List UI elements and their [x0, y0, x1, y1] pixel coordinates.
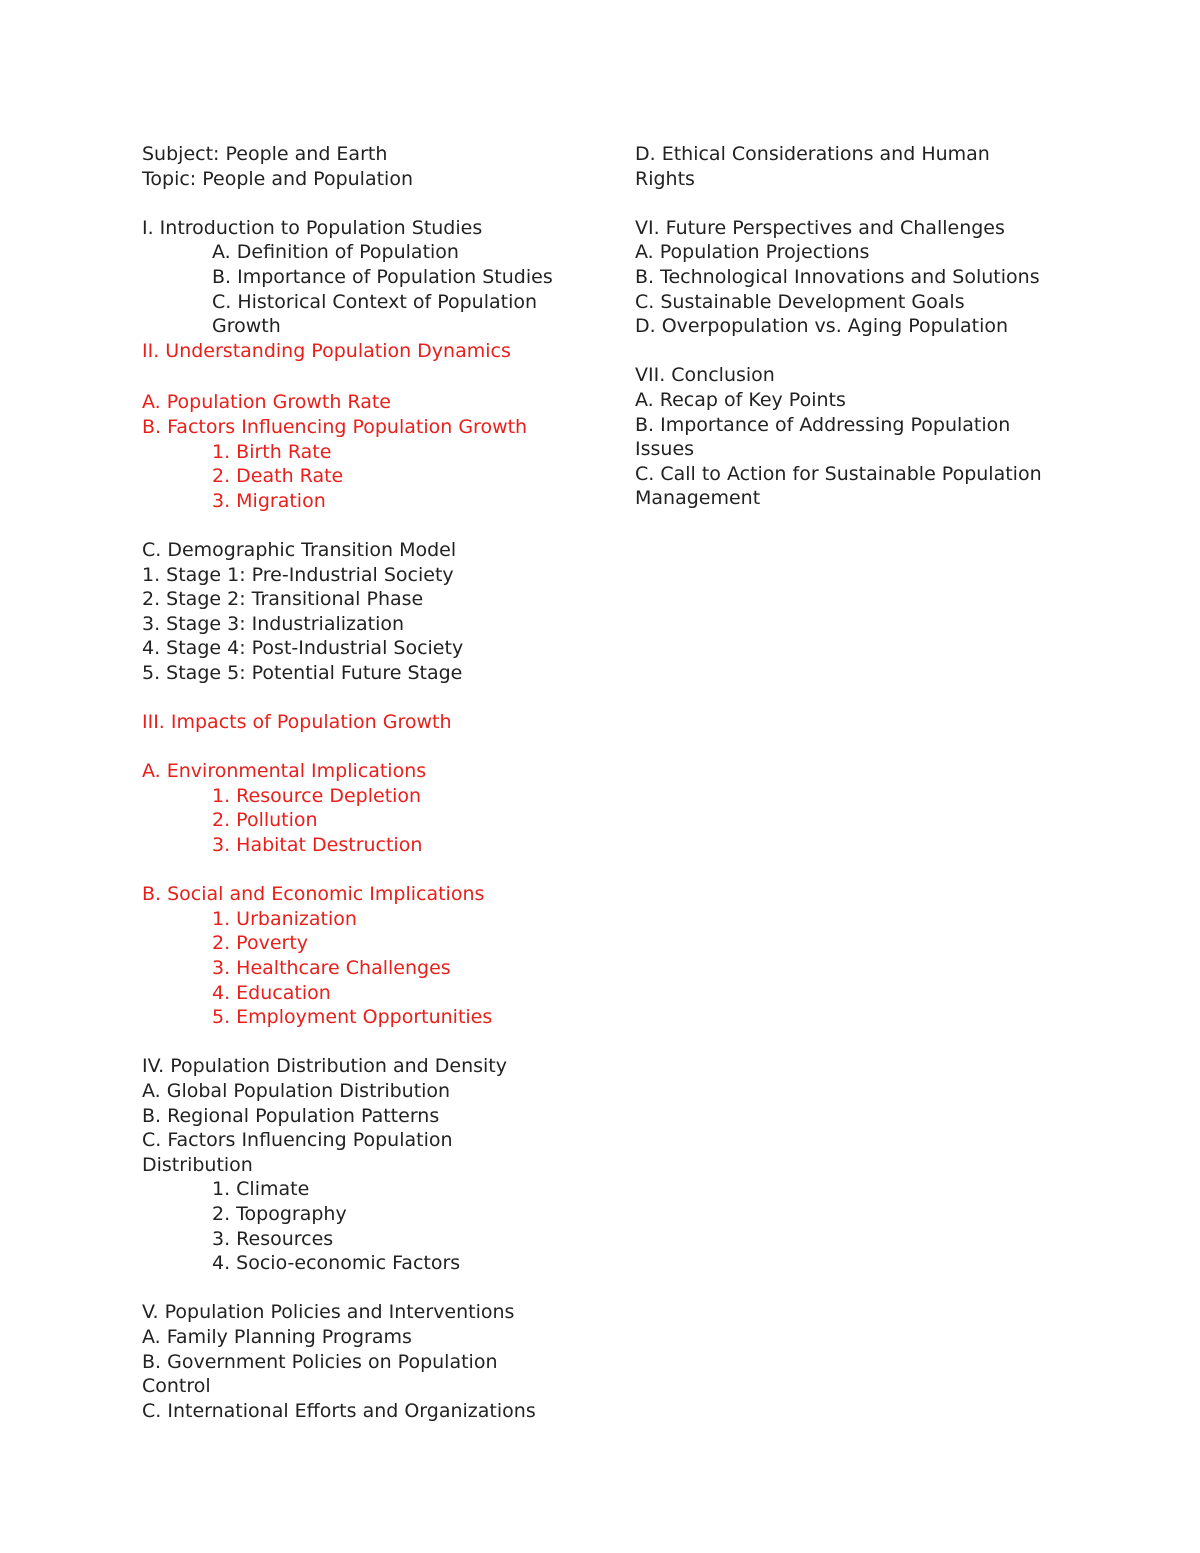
outline-item-continued: Management — [635, 487, 761, 510]
outline-item-continued: Control — [142, 1375, 211, 1398]
section-2-title: II. Understanding Population Dynamics — [142, 339, 511, 362]
spacer — [142, 735, 582, 760]
outline-item: B. Government Policies on Population — [142, 1350, 498, 1373]
outline-subitem: 4. Education — [212, 981, 331, 1004]
left-column — [142, 142, 582, 1423]
spacer — [142, 858, 582, 883]
outline-subitem: 3. Healthcare Challenges — [212, 957, 451, 979]
outline-item: A. Population Growth Rate — [142, 391, 391, 414]
outline-item: B. Importance of Population Studies — [212, 265, 553, 288]
outline-subitem: 3. Stage 3: Industrialization — [142, 612, 405, 635]
outline-item: B. Regional Population Patterns — [142, 1104, 440, 1127]
outline-subitem: 2. Poverty — [212, 932, 309, 955]
outline-subitem: 1. Urbanization — [212, 907, 357, 930]
outline-subitem: 2. Topography — [212, 1202, 347, 1225]
outline-item: C. Sustainable Development Goals — [635, 290, 965, 313]
section-4-title: IV. Population Distribution and Density — [142, 1055, 507, 1078]
outline-subitem: 1. Climate — [212, 1178, 310, 1201]
outline-item: A. Environmental Implications — [142, 760, 427, 783]
outline-item: C. Demographic Transition Model — [142, 538, 457, 561]
spacer — [142, 363, 582, 390]
subject-line: Subject: People and Earth — [142, 143, 388, 165]
spacer — [142, 1030, 582, 1055]
outline-subitem: 3. Resources — [212, 1227, 334, 1250]
outline-item: C. Factors Influencing Population — [142, 1129, 453, 1152]
spacer — [142, 685, 582, 710]
outline-subitem: 2. Death Rate — [212, 465, 344, 488]
outline-item: A. Population Projections — [635, 241, 870, 264]
section-3-title: III. Impacts of Population Growth — [142, 711, 452, 734]
outline-subitem: 2. Stage 2: Transitional Phase — [142, 588, 424, 611]
outline-item: A. Global Population Distribution — [142, 1079, 451, 1102]
outline-item-continued: Rights — [635, 167, 695, 190]
spacer — [635, 191, 1075, 216]
outline-item-continued: Distribution — [142, 1153, 253, 1176]
section-5-title: V. Population Policies and Interventions — [142, 1301, 515, 1324]
outline-subitem: 3. Migration — [212, 489, 326, 512]
section-6-title: VI. Future Perspectives and Challenges — [635, 216, 1005, 239]
spacer — [635, 339, 1075, 364]
outline-item: A. Family Planning Programs — [142, 1325, 412, 1348]
spacer — [142, 513, 582, 538]
outline-item-continued: Issues — [635, 438, 695, 461]
outline-subitem: 4. Stage 4: Post-Industrial Society — [142, 637, 464, 660]
outline-subitem: 5. Stage 5: Potential Future Stage — [142, 661, 463, 684]
topic-line: Topic: People and Population — [142, 167, 414, 190]
outline-item: A. Recap of Key Points — [635, 388, 846, 411]
outline-subitem: 4. Socio-economic Factors — [212, 1252, 461, 1275]
outline-item-continued: Growth — [212, 315, 281, 338]
outline-subitem: 3. Habitat Destruction — [212, 834, 423, 857]
outline-subitem: 2. Pollution — [212, 809, 318, 832]
outline-item: C. Historical Context of Population — [212, 290, 538, 313]
outline-item: D. Overpopulation vs. Aging Population — [635, 315, 1009, 338]
outline-item: D. Ethical Considerations and Human — [635, 143, 990, 165]
outline-item: B. Importance of Addressing Population — [635, 413, 1011, 436]
outline-item: C. Call to Action for Sustainable Population — [635, 462, 1042, 485]
section-7-title: VII. Conclusion — [635, 364, 775, 387]
section-1-title: I. Introduction to Population Studies — [142, 216, 483, 239]
outline-subitem: 1. Stage 1: Pre-Industrial Society — [142, 563, 454, 586]
outline-item: B. Technological Innovations and Solutions — [635, 265, 1040, 288]
spacer — [142, 1276, 582, 1301]
spacer — [142, 191, 582, 216]
outline-item: C. International Efforts and Organizations — [142, 1399, 536, 1422]
outline-subitem: 1. Birth Rate — [212, 440, 332, 463]
right-column — [635, 142, 1075, 511]
outline-item: B. Factors Influencing Population Growth — [142, 415, 528, 438]
outline-subitem: 5. Employment Opportunities — [212, 1006, 493, 1029]
outline-item: B. Social and Economic Implications — [142, 883, 485, 906]
outline-item: A. Definition of Population — [212, 241, 459, 264]
outline-subitem: 1. Resource Depletion — [212, 784, 422, 807]
